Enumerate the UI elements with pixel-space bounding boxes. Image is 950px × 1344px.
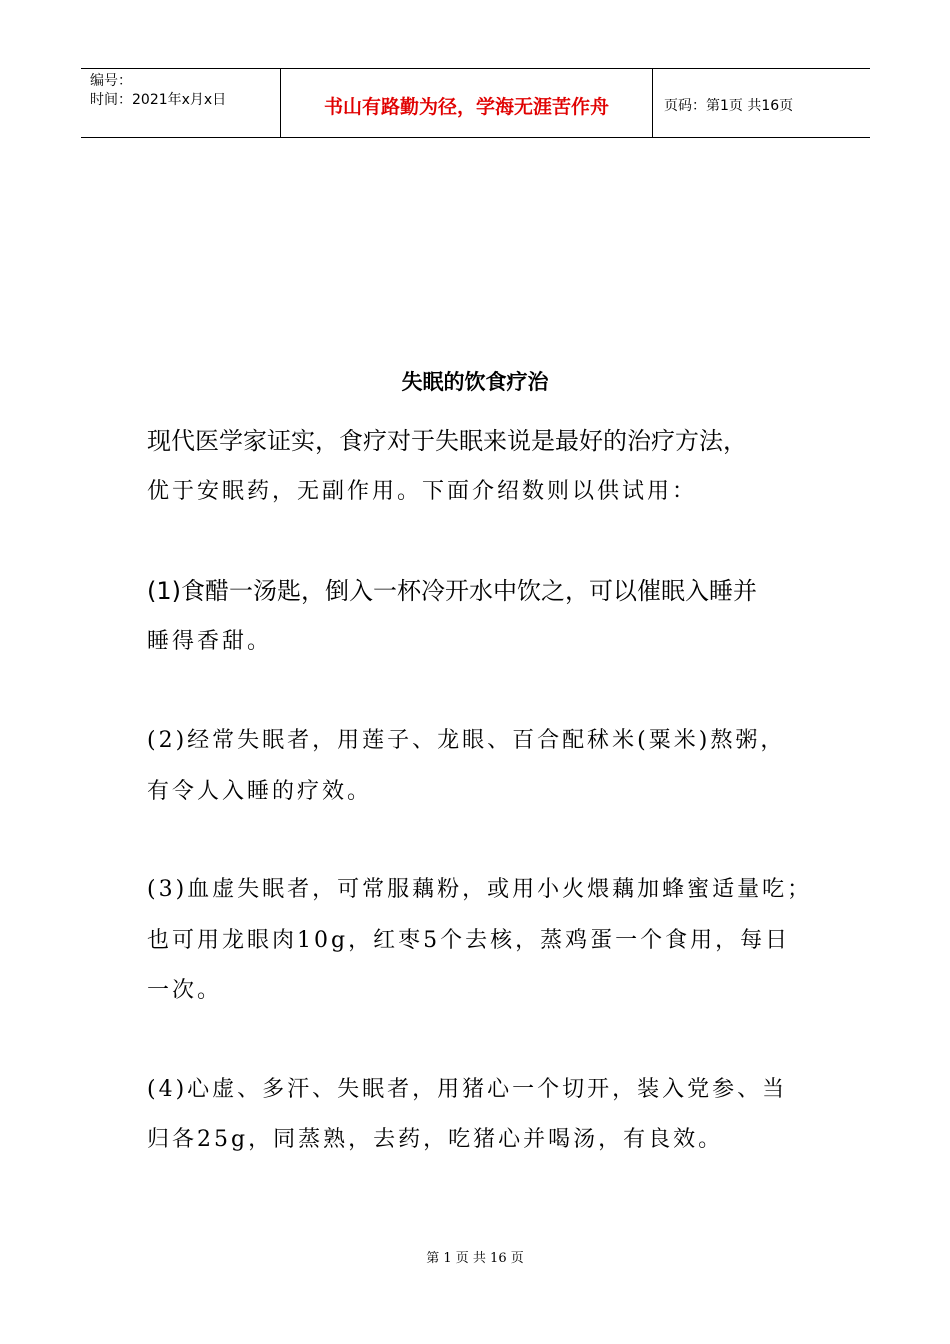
item-3-line-1: (3)血虚失眠者，可常服藕粉，或用小火煨藕加蜂蜜适量吃；	[147, 877, 813, 902]
item-4-line-1: (4)心虚、多汗、失眠者，用猪心一个切开，装入党参、当	[147, 1077, 788, 1102]
item-2-line-2: 有令人入睡的疗效。	[147, 779, 373, 804]
item-2-line-1: (2)经常失眠者，用莲子、龙眼、百合配秫米(粟米)熬粥，	[147, 728, 786, 753]
item-4-line-2: 归各25g，同蒸熟，去药，吃猪心并喝汤，有良效。	[147, 1127, 724, 1152]
document-date-label: 时间：2021年x月x日	[90, 92, 227, 108]
page-header	[81, 68, 870, 138]
item-1-line-2: 睡得香甜。	[147, 629, 273, 654]
document-title: 失眠的饮食疗治	[401, 370, 549, 394]
header-motto: 书山有路勤为径，学海无涯苦作舟	[323, 96, 609, 118]
item-3-line-2: 也可用龙眼肉10g，红枣5个去核，蒸鸡蛋一个食用，每日	[147, 928, 791, 953]
header-motto-cell	[281, 69, 653, 137]
header-meta-cell	[81, 69, 281, 137]
header-page-cell	[653, 69, 870, 137]
item-3-line-3: 一次。	[147, 978, 223, 1003]
document-number-label: 编号：	[90, 73, 132, 89]
item-1-line-1: (1)食醋一汤匙，倒入一杯冷开水中饮之，可以催眠入睡并	[147, 577, 757, 605]
intro-line-2: 优于安眠药，无副作用。下面介绍数则以供试用：	[147, 479, 698, 504]
header-page-info: 页码：第1页 共16页	[664, 98, 794, 114]
page-footer: 第 1 页 共 16 页	[426, 1251, 524, 1266]
intro-line-1: 现代医学家证实，食疗对于失眠来说是最好的治疗方法，	[147, 427, 747, 455]
